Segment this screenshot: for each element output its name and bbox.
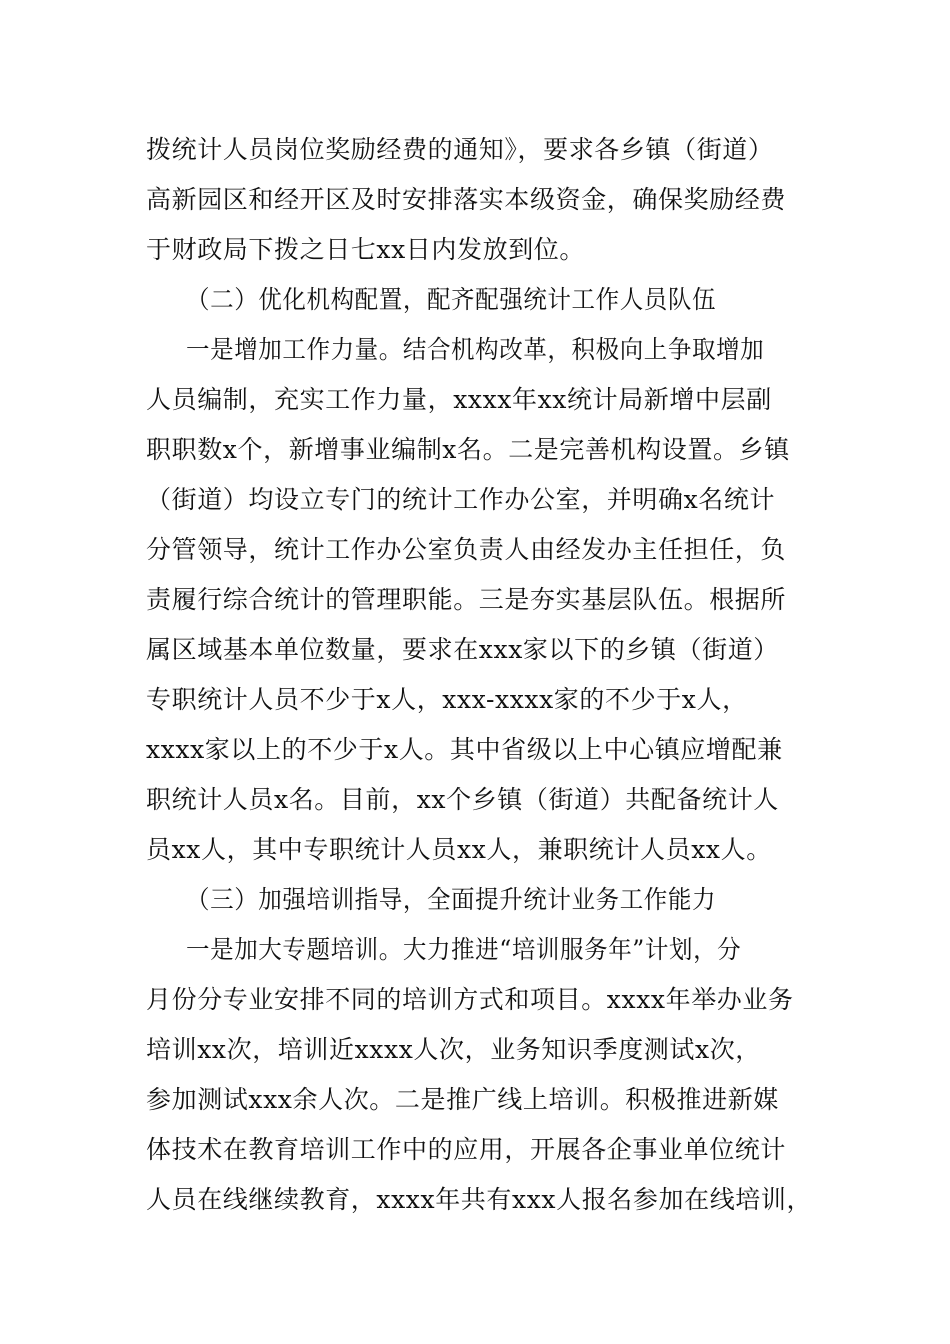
text-line: （街道）均设立专门的统计工作办公室，并明确x名统计 [146, 485, 776, 514]
text-line: 人员在线继续教育，xxxx年共有xxx人报名参加在线培训， [146, 1185, 813, 1214]
text-line: 人员编制，充实工作力量，xxxx年xx统计局新增中层副 [146, 385, 772, 414]
text-line: 员xx人，其中专职统计人员xx人，兼职统计人员xx人。 [146, 835, 772, 864]
paragraph-first-line: 一是增加工作力量。结合机构改革，积极向上争取增加 [186, 335, 765, 364]
text-line: 属区域基本单位数量，要求在xxx家以下的乡镇（街道） [146, 635, 779, 664]
text-line: 职统计人员x名。目前，xx个乡镇（街道）共配备统计人 [146, 785, 779, 814]
text-line: 责履行综合统计的管理职能。三是夯实基层队伍。根据所 [146, 585, 787, 614]
section-heading: （三）加强培训指导，全面提升统计业务工作能力 [186, 885, 717, 914]
text-line: 分管领导，统计工作办公室负责人由经发办主任担任，负 [146, 535, 787, 564]
text-line: 月份分专业安排不同的培训方式和项目。xxxx年举办业务 [146, 985, 794, 1014]
text-line: 于财政局下拨之日七xx日内发放到位。 [146, 235, 585, 264]
text-line: xxxx家以上的不少于x人。其中省级以上中心镇应增配兼 [146, 735, 783, 764]
text-line: 高新园区和经开区及时安排落实本级资金，确保奖励经费 [146, 185, 787, 214]
text-line: 拨统计人员岗位奖励经费的通知》，要求各乡镇（街道） [146, 135, 774, 164]
paragraph-first-line: 一是加大专题培训。大力推进“培训服务年”计划，分 [186, 935, 742, 964]
text-line: 参加测试xxx余人次。二是推广线上培训。积极推进新媒 [146, 1085, 779, 1114]
text-line: 培训xx次，培训近xxxx人次，业务知识季度测试x次， [146, 1035, 761, 1064]
text-line: 专职统计人员不少于x人，xxx-xxxx家的不少于x人， [146, 685, 748, 714]
section-heading: （二）优化机构配置，配齐配强统计工作人员队伍 [186, 285, 717, 314]
text-line: 职职数x个，新增事业编制x名。二是完善机构设置。乡镇 [146, 435, 790, 464]
text-line: 体技术在教育培训工作中的应用，开展各企事业单位统计 [146, 1135, 787, 1164]
